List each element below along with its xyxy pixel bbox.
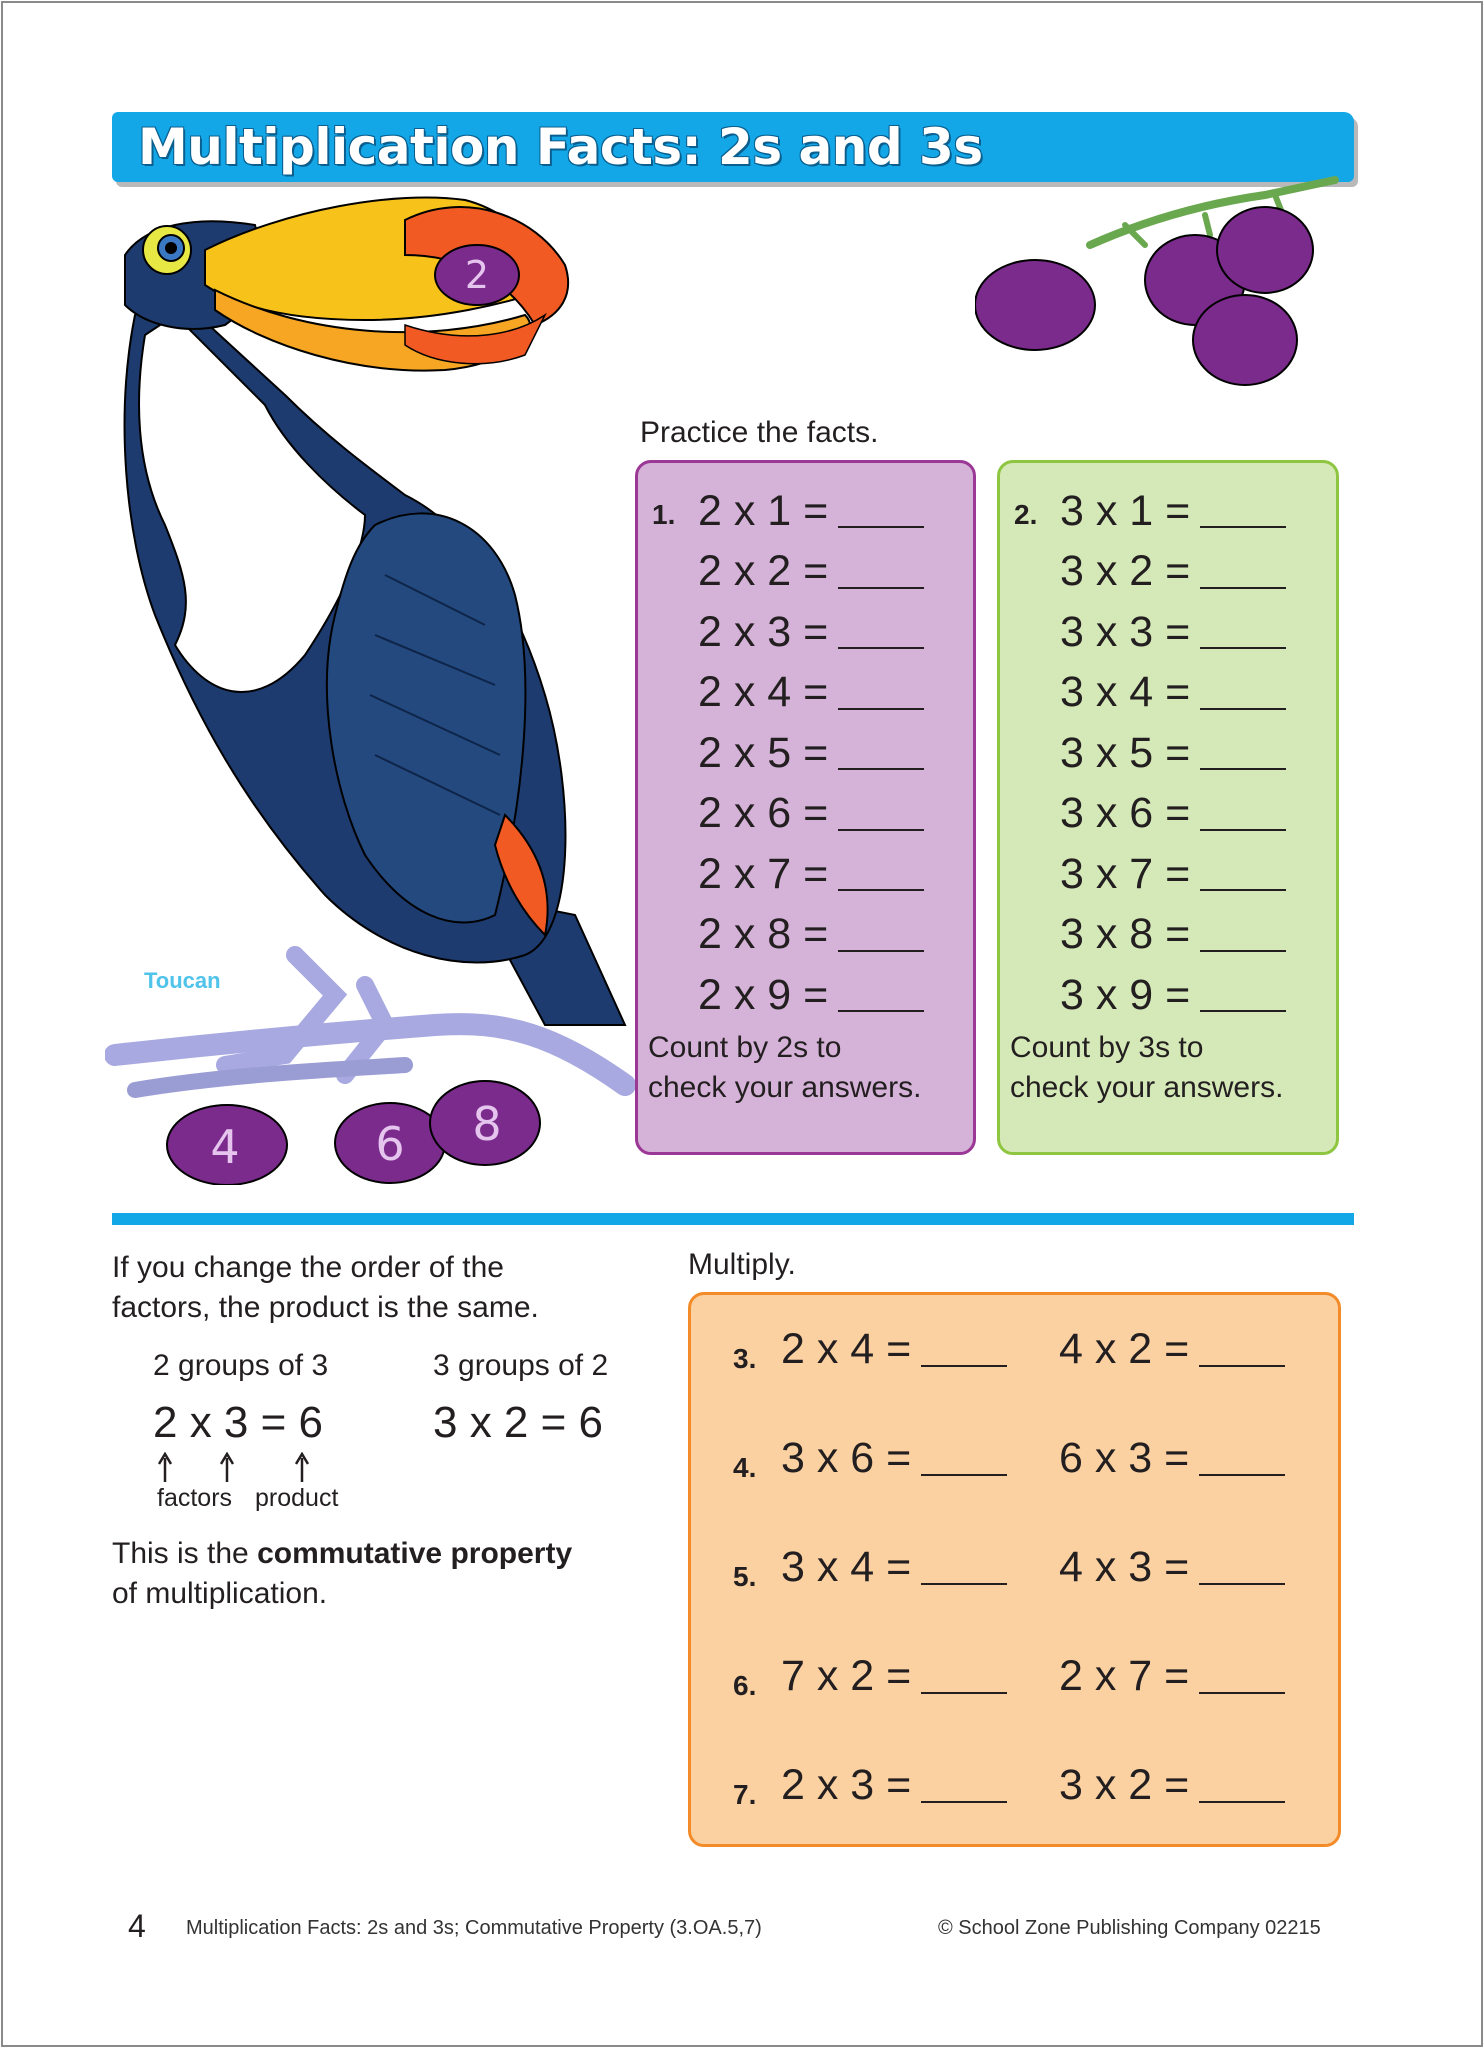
intro-line: If you change the order of the <box>112 1251 504 1284</box>
factor-arrow-icon <box>158 1452 172 1482</box>
fact-expression: 2 x 8 = <box>698 910 829 959</box>
fact-row <box>1060 481 1286 542</box>
answer-blank[interactable] <box>921 1769 1007 1803</box>
answer-blank[interactable] <box>1200 676 1286 710</box>
answer-blank[interactable] <box>1200 736 1286 770</box>
check-note-line: check your answers. <box>648 1071 922 1104</box>
fact-expression: 2 x 7 = <box>698 849 829 898</box>
multiply-row <box>691 1414 1338 1524</box>
section-divider <box>112 1213 1354 1225</box>
toucan-illustration <box>105 195 665 1185</box>
check-note-line: Count by 3s to <box>1010 1031 1204 1064</box>
fact-row <box>1060 663 1286 724</box>
grape-digit-6: 6 <box>375 1117 405 1171</box>
multiply-left <box>781 1652 1007 1701</box>
answer-blank[interactable] <box>1200 918 1286 952</box>
problem-number: 2. <box>1014 499 1038 530</box>
fact-row <box>698 542 924 603</box>
fact-row <box>698 784 924 845</box>
answer-blank[interactable] <box>1199 1333 1285 1367</box>
fact-row <box>698 663 924 724</box>
answer-blank[interactable] <box>1200 857 1286 891</box>
answer-blank[interactable] <box>921 1442 1007 1476</box>
multiply-right <box>1059 1434 1285 1483</box>
toucan-caption: Toucan <box>144 968 221 993</box>
answer-blank[interactable] <box>1200 615 1286 649</box>
fact-expression: 3 x 3 = <box>1060 607 1191 656</box>
answer-blank[interactable] <box>1200 555 1286 589</box>
multiply-right <box>1059 1652 1285 1701</box>
beak-grape-digit: 2 <box>464 253 490 297</box>
answer-blank[interactable] <box>1200 978 1286 1012</box>
problem-number: 1. <box>652 499 676 530</box>
fact-expression: 3 x 4 = <box>781 1543 912 1591</box>
fact-expression: 3 x 4 = <box>1060 668 1191 717</box>
fact-row <box>1060 844 1286 905</box>
multiply-left <box>781 1543 1007 1592</box>
fact-expression: 3 x 6 = <box>781 1434 912 1482</box>
check-note-3s <box>1010 1028 1283 1108</box>
property-term: commutative property <box>257 1537 573 1570</box>
answer-blank[interactable] <box>838 978 924 1012</box>
commutative-intro <box>112 1248 652 1328</box>
fact-row <box>1060 723 1286 784</box>
fact-expression: 3 x 8 = <box>1060 910 1191 959</box>
product-arrow-icon <box>295 1452 309 1482</box>
answer-blank[interactable] <box>838 494 924 528</box>
fact-expression: 2 x 5 = <box>698 728 829 777</box>
fact-row <box>1060 965 1286 1026</box>
page-number: 4 <box>128 1908 146 1944</box>
fact-expression: 3 x 5 = <box>1060 728 1191 777</box>
fact-expression: 2 x 3 = <box>781 1761 912 1809</box>
answer-blank[interactable] <box>921 1551 1007 1585</box>
facts-box-2s <box>635 460 976 1155</box>
answer-blank[interactable] <box>838 676 924 710</box>
fact-row <box>698 602 924 663</box>
fact-expression: 2 x 2 = <box>698 547 829 596</box>
facts-box-3s <box>997 460 1339 1155</box>
fact-row <box>698 905 924 966</box>
answer-blank[interactable] <box>921 1333 1007 1367</box>
multiply-left <box>781 1434 1007 1483</box>
fact-row <box>1060 542 1286 603</box>
multiply-row <box>691 1741 1338 1851</box>
fact-expression: 2 x 7 = <box>1059 1652 1190 1700</box>
fact-expression: 2 x 6 = <box>698 789 829 838</box>
fact-expression: 2 x 4 = <box>698 668 829 717</box>
fact-list-2s <box>698 481 924 1026</box>
answer-blank[interactable] <box>1199 1660 1285 1694</box>
example-right-equation: 3 x 2 = 6 <box>433 1398 604 1447</box>
multiply-row <box>691 1305 1338 1415</box>
answer-blank[interactable] <box>838 857 924 891</box>
commutative-property-text <box>112 1534 572 1614</box>
factors-annotation: factors <box>157 1484 233 1512</box>
example-left-label: 2 groups of 3 <box>153 1349 329 1382</box>
fact-expression: 3 x 2 = <box>1059 1761 1190 1809</box>
title-bar <box>112 112 1354 182</box>
fact-row <box>1060 905 1286 966</box>
fact-expression: 4 x 3 = <box>1059 1543 1190 1591</box>
fact-row <box>1060 784 1286 845</box>
page-title: Multiplication Facts: 2s and 3s <box>138 118 983 176</box>
fact-row <box>1060 602 1286 663</box>
fact-expression: 3 x 6 = <box>1060 789 1191 838</box>
answer-blank[interactable] <box>1199 1551 1285 1585</box>
intro-line: factors, the product is the same. <box>112 1291 539 1324</box>
fact-row <box>698 844 924 905</box>
problem-number: 6. <box>733 1670 757 1701</box>
multiply-right <box>1059 1325 1285 1374</box>
answer-blank[interactable] <box>838 797 924 831</box>
multiply-label: Multiply. <box>688 1248 796 1281</box>
fact-expression: 3 x 7 = <box>1060 849 1191 898</box>
property-suffix: of multiplication. <box>112 1577 328 1610</box>
problem-number: 7. <box>733 1779 757 1810</box>
multiply-row <box>691 1632 1338 1742</box>
fact-expression: 4 x 2 = <box>1059 1325 1190 1373</box>
problem-number: 4. <box>733 1452 757 1483</box>
multiply-left <box>781 1761 1007 1810</box>
answer-blank[interactable] <box>1200 494 1286 528</box>
answer-blank[interactable] <box>838 615 924 649</box>
answer-blank[interactable] <box>838 736 924 770</box>
answer-blank[interactable] <box>1199 1769 1285 1803</box>
check-note-line: Count by 2s to <box>648 1031 842 1064</box>
fact-expression: 3 x 2 = <box>1060 547 1191 596</box>
multiply-right <box>1059 1761 1285 1810</box>
grape-digit-8: 8 <box>472 1097 502 1151</box>
multiply-right <box>1059 1543 1285 1592</box>
fact-expression: 7 x 2 = <box>781 1652 912 1700</box>
answer-blank[interactable] <box>838 555 924 589</box>
answer-blank[interactable] <box>1200 797 1286 831</box>
answer-blank[interactable] <box>838 918 924 952</box>
fact-expression: 2 x 9 = <box>698 970 829 1019</box>
fact-expression: 3 x 1 = <box>1060 486 1191 535</box>
footer-copyright: © School Zone Publishing Company 02215 <box>938 1917 1321 1939</box>
fact-expression: 2 x 1 = <box>698 486 829 535</box>
multiply-row <box>691 1523 1338 1633</box>
multiply-box <box>688 1292 1341 1847</box>
answer-blank[interactable] <box>1199 1442 1285 1476</box>
check-note-line: check your answers. <box>1010 1071 1284 1104</box>
product-annotation: product <box>255 1484 339 1512</box>
property-prefix: This is the <box>112 1537 258 1570</box>
fact-expression: 2 x 3 = <box>698 607 829 656</box>
answer-blank[interactable] <box>921 1660 1007 1694</box>
grapes-illustration <box>975 175 1345 400</box>
practice-label: Practice the facts. <box>640 416 879 449</box>
fact-row <box>698 965 924 1026</box>
grape-digit-4: 4 <box>210 1120 240 1174</box>
check-note-2s <box>648 1028 921 1108</box>
example-left-equation: 2 x 3 = 6 <box>153 1398 324 1447</box>
factor-arrow-icon <box>220 1452 234 1482</box>
fact-expression: 3 x 9 = <box>1060 970 1191 1019</box>
footer-description: Multiplication Facts: 2s and 3s; Commutative Property (3.OA.5,7) <box>186 1917 762 1939</box>
fact-expression: 6 x 3 = <box>1059 1434 1190 1482</box>
fact-list-3s <box>1060 481 1286 1026</box>
multiply-left <box>781 1325 1007 1374</box>
fact-row <box>698 723 924 784</box>
example-right-label: 3 groups of 2 <box>433 1349 609 1382</box>
fact-row <box>698 481 924 542</box>
problem-number: 5. <box>733 1561 757 1592</box>
problem-number: 3. <box>733 1343 757 1374</box>
fact-expression: 2 x 4 = <box>781 1325 912 1373</box>
